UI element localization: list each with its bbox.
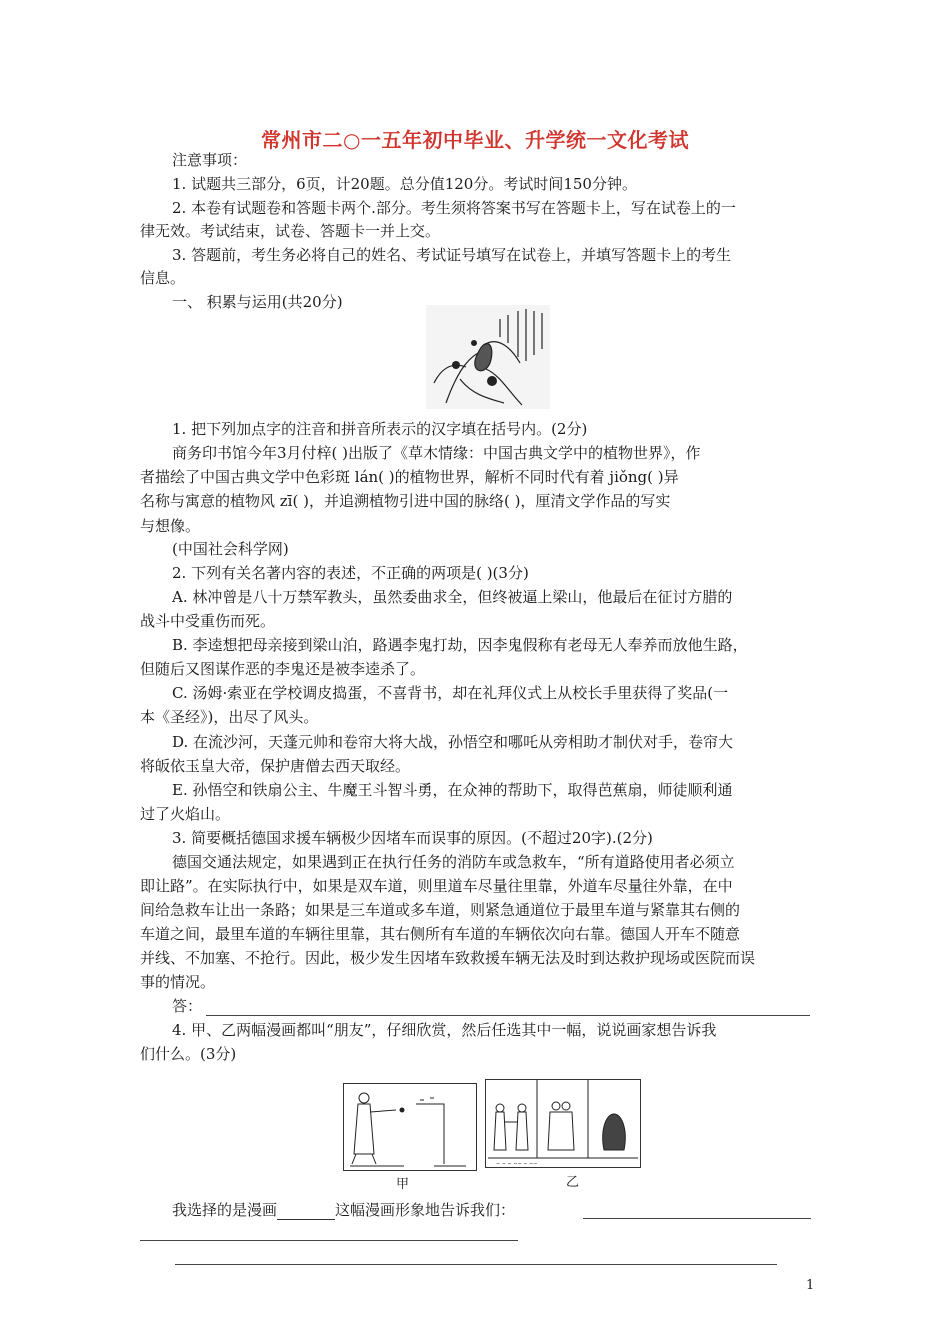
q4-choice-blank[interactable] <box>277 1203 335 1220</box>
notice-2a: 2. 本卷有试题卷和答题卡两个.部分。考生须将答案书写在答题卡上，写在试卷上的一 <box>172 199 736 217</box>
q3-stem: 3. 简要概括德国求援车辆极少因堵车而误事的原因。(不超过20字).(2分) <box>172 829 653 847</box>
exam-title: 常州市二○一五年初中毕业、升学统一文化考试 <box>261 128 689 152</box>
notice-2b: 律无效。考试结束，试卷、答题卡一并上交。 <box>140 222 441 240</box>
q4-answer-line-1[interactable] <box>583 1218 811 1219</box>
q2-option-e2: 过了火焰山。 <box>140 805 231 823</box>
notice-1: 1. 试题共三部分，6页，计20题。总分值120分。考试时间150分钟。 <box>172 175 637 193</box>
q2-option-c1: C. 汤姆·索亚在学校调皮捣蛋，不喜背书，却在礼拜仪式上从校长手里获得了奖品(一 <box>172 684 729 702</box>
q3-para-4: 车道之间，最里车道的车辆往里靠，其右侧所有车道的车辆依次向右靠。德国人开车不随意 <box>140 925 741 943</box>
cartoon-a <box>343 1083 477 1171</box>
notice-heading: 注意事项： <box>172 151 248 169</box>
q1-stem: 1. 把下列加点字的注音和拼音所表示的汉字填在括号内。(2分) <box>172 420 588 438</box>
q3-para-3: 间给急救车让出一条路；如果是三车道或多车道，则紧急通道位于最里车道与紧靠其右侧的 <box>140 901 741 919</box>
q2-option-b1: B. 李逵想把母亲接到梁山泊，路遇李鬼打劫，因李鬼假称有老母无人奉养而放他生路， <box>172 636 748 654</box>
q3-answer-line[interactable] <box>206 1015 810 1016</box>
q4-fill-label-a: 我选择的是漫画 <box>172 1201 278 1219</box>
q4-fill-prompt <box>172 1200 515 1220</box>
q4-stem-1: 4. 甲、乙两幅漫画都叫“朋友”，仔细欣赏，然后任选其中一幅，说说画家想告诉我 <box>172 1021 717 1039</box>
botanical-illustration <box>426 305 550 409</box>
q2-option-d1: D. 在流沙河，天蓬元帅和卷帘大将大战，孙悟空和哪吒从旁相助才制伏对手，卷帘大 <box>172 733 734 751</box>
notice-3a: 3. 答题前，考生务必将自己的姓名、考试证号填写在试卷上，并填写答题卡上的考生 <box>172 246 732 264</box>
cartoon-b <box>485 1079 641 1168</box>
notice-3b: 信息。 <box>140 269 186 287</box>
q3-para-2: 即让路”。在实际执行中，如果是双车道，则里道车尽量往里靠，外道车尽量往外靠，在中 <box>140 877 733 895</box>
q1-para-3: 名称与寓意的植物风 zī( )，并追溯植物引进中国的脉络( )，厘清文学作品的写实 <box>140 492 671 510</box>
q2-option-c2: 本《圣经》)，出尽了风头。 <box>140 708 319 726</box>
section-heading: 一、 积累与运用(共20分) <box>172 293 343 311</box>
q4-answer-line-3[interactable] <box>175 1264 777 1265</box>
q4-fill-label-b: 这幅漫画形象地告诉我们： <box>335 1201 516 1219</box>
q1-para-1: 商务印书馆今年3月付梓( )出版了《草木情缘：中国古典文学中的植物世界》，作 <box>172 444 701 462</box>
q3-para-5: 并线、不加塞、不抢行。因此，极少发生因堵车致救援车辆无法及时到达救护现场或医院而误 <box>140 949 756 967</box>
cartoon-b-caption: 乙 <box>566 1175 580 1190</box>
q4-stem-2: 们什么。(3分) <box>140 1045 237 1063</box>
q1-para-4: 与想像。 <box>140 517 201 535</box>
q2-option-a2: 战斗中受重伤而死。 <box>140 612 276 630</box>
q1-source: (中国社会科学网) <box>172 540 289 558</box>
page-number: 1 <box>806 1278 815 1293</box>
q2-option-b2: 但随后又图谋作恶的李鬼还是被李逵杀了。 <box>140 660 426 678</box>
q1-para-2: 者描绘了中国古典文学中色彩斑 lán( )的植物世界，解析不同时代有着 jiǒng( )异 <box>140 468 679 486</box>
q4-answer-line-2[interactable] <box>140 1240 518 1241</box>
q3-para-1: 德国交通法规定，如果遇到正在执行任务的消防车或急救车，“所有道路使用者必须立 <box>172 853 735 871</box>
q2-option-a1: A. 林冲曾是八十万禁军教头，虽然委曲求全，但终被逼上梁山，他最后在征讨方腊的 <box>172 588 733 606</box>
svg-text:~ ~ ~ ~~ ~ ~~: ~ ~ ~ ~~ ~ ~~ <box>496 1161 538 1167</box>
q2-option-e1: E. 孙悟空和铁扇公主、牛魔王斗智斗勇，在众神的帮助下，取得芭蕉扇，师徒顺利通 <box>172 781 733 799</box>
q3-answer-label: 答： <box>172 997 203 1015</box>
q2-stem: 2. 下列有关名著内容的表述，不正确的两项是( )(3分) <box>172 564 529 582</box>
cartoon-a-caption: 甲 <box>396 1177 410 1192</box>
q3-para-6: 事的情况。 <box>140 973 216 991</box>
q2-option-d2: 将皈依玉皇大帝，保护唐僧去西天取经。 <box>140 757 411 775</box>
